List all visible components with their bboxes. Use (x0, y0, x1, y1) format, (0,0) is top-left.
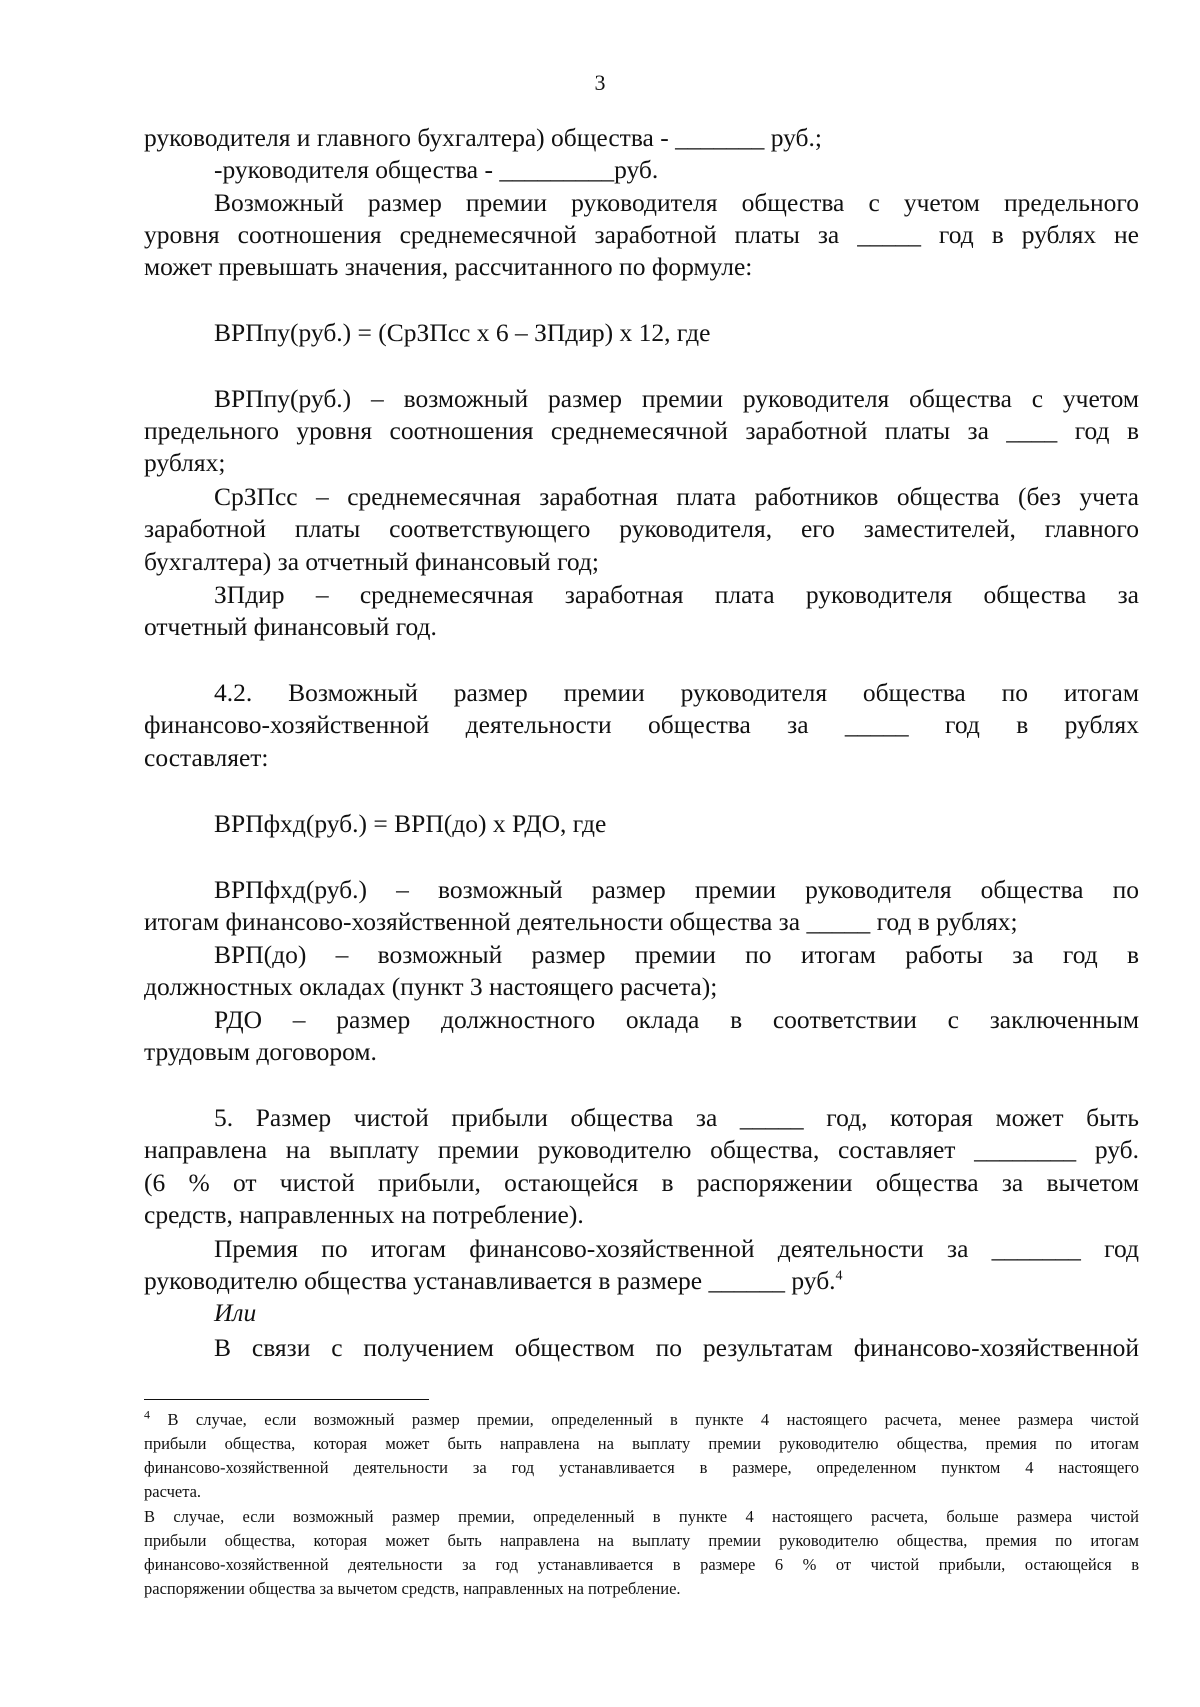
formula-vrpfhd: ВРПфхд(руб.) = ВРП(до) х РДО, где (214, 809, 607, 838)
text-line: Премия по итогам финансово-хозяйственной деятельности за _______ год (214, 1234, 1139, 1263)
footnote-line: расчета. (144, 1482, 202, 1501)
text-line: ЗПдир – среднемесячная заработная плата руководителя общества за (214, 580, 1139, 609)
section-5-line: 5. Размер чистой прибыли общества за _____ год, которая может быть (214, 1103, 1139, 1132)
footnote-marker: 4 (144, 1407, 150, 1422)
formula-vrppu: ВРПпу(руб.) = (СрЗПсс х 6 – ЗПдир) х 12, где (214, 318, 711, 347)
footnote-ref: 4 (835, 1268, 843, 1284)
footnote-line-text: В случае, если возможный размер премии, определенный в пункте 4 настоящего расчета, менее размера чистой (167, 1410, 1139, 1429)
text-line: составляет: (144, 743, 269, 772)
text-line: ВРПпу(руб.) – возможный размер премии руководителя общества с учетом (214, 384, 1139, 413)
text-line: В связи с получением обществом по результатам финансово-хозяйственной (214, 1333, 1139, 1362)
text-line-content: руководителю общества устанавливается в размере ______ руб. (144, 1266, 836, 1295)
text-line: должностных окладах (пункт 3 настоящего расчета); (144, 972, 718, 1001)
text-line: уровня соотношения среднемесячной заработной платы за _____ год в рублях не (144, 220, 1139, 249)
footnote-separator (144, 1399, 429, 1400)
text-line: ВРП(до) – возможный размер премии по итогам работы за год в (214, 940, 1139, 969)
footnote-line: финансово-хозяйственной деятельности за год устанавливается в размере 6 % от чистой прибыли, остающейся в (144, 1555, 1139, 1574)
text-line (144, 1268, 843, 1294)
footnote-line: финансово-хозяйственной деятельности за год устанавливается в размере, определенном пунктом 4 настоящего (144, 1458, 1139, 1477)
text-line: (6 % от чистой прибыли, остающейся в распоряжении общества за вычетом (144, 1168, 1139, 1197)
text-line: финансово-хозяйственной деятельности общества за _____ год в рублях (144, 710, 1139, 739)
footnote-line: прибыли общества, которая может быть направлена на выплату премии руководителю общества, премия по итогам (144, 1531, 1139, 1550)
text-line: предельного уровня соотношения среднемесячной заработной платы за ____ год в (144, 416, 1139, 445)
text-line: заработной платы соответствующего руководителя, его заместителей, главного (144, 514, 1139, 543)
text-line: ВРПфхд(руб.) – возможный размер премии руководителя общества по (214, 875, 1139, 904)
text-line: трудовым договором. (144, 1037, 377, 1066)
text-line: -руководителя общества - _________руб. (214, 155, 659, 184)
text-line: РДО – размер должностного оклада в соответствии с заключенным (214, 1005, 1139, 1034)
section-4-2-line: 4.2. Возможный размер премии руководителя общества по итогам (214, 678, 1139, 707)
text-line: средств, направленных на потребление). (144, 1200, 584, 1229)
page-number: 3 (594, 70, 606, 95)
text-line: Возможный размер премии руководителя общества с учетом предельного (214, 188, 1139, 217)
text-line-italic: Или (214, 1298, 257, 1327)
text-line: бухгалтера) за отчетный финансовый год; (144, 547, 599, 576)
text-line: СрЗПсс – среднемесячная заработная плата работников общества (без учета (214, 482, 1139, 511)
text-line: направлена на выплату премии руководителю общества, составляет ________ руб. (144, 1135, 1139, 1164)
text-line: может превышать значения, рассчитанного по формуле: (144, 252, 753, 281)
footnote-line: прибыли общества, которая может быть направлена на выплату премии руководителю общества, премия по итогам (144, 1434, 1139, 1453)
text-line: руководителя и главного бухгалтера) общества - _______ руб.; (144, 123, 822, 152)
footnote-line: распоряжении общества за вычетом средств, направленных на потребление. (144, 1579, 681, 1598)
text-line: рублях; (144, 448, 226, 477)
text-line: отчетный финансовый год. (144, 612, 437, 641)
footnote-line: В случае, если возможный размер премии, определенный в пункте 4 настоящего расчета, больше размера чистой (144, 1507, 1139, 1526)
text-line: итогам финансово-хозяйственной деятельности общества за _____ год в рублях; (144, 907, 1018, 936)
footnote-line (144, 1407, 1139, 1429)
